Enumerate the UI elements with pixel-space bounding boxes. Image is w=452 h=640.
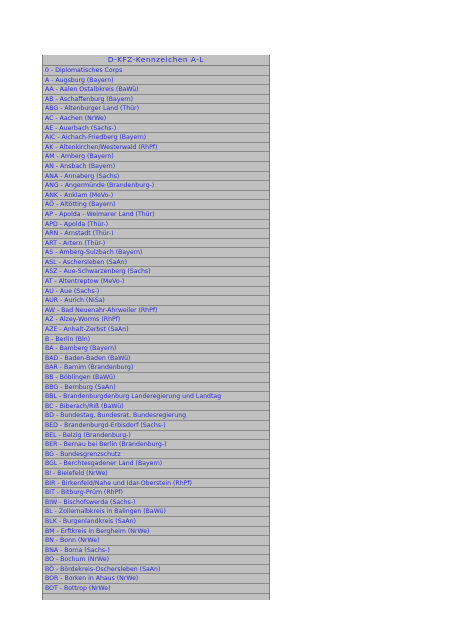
- table-row: AUR - Aurich (NiSa): [43, 296, 269, 306]
- table-row: BEL - Belzig (Brandenburg-): [43, 431, 269, 441]
- table-row: AC - Aachen (NrWe): [43, 114, 269, 124]
- table-row: AS - Amberg-Sulzbach (Bayern): [43, 248, 269, 258]
- table-row: BD - Bundestag, Bundesrat, Bundesregierung: [43, 411, 269, 421]
- table-row: BIR - Birkenfeld/Nahe und Idar-Oberstein (RhPf): [43, 479, 269, 489]
- table-row: BO - Bochum (NrWe): [43, 555, 269, 565]
- table-row: AIC - Aichach-Friedberg (Bayern): [43, 133, 269, 143]
- table-row: APD - Apolda (Thür-): [43, 220, 269, 230]
- spreadsheet-table: [42, 55, 270, 600]
- table-row: AZ - Alzey-Worms (RhPf): [43, 315, 269, 325]
- table-row: BAD - Baden-Baden (BaWü): [43, 354, 269, 364]
- table-row: BOT - Bottrop (NrWe): [43, 584, 269, 594]
- table-row: AP - Apolda - Weimarer Land (Thür): [43, 210, 269, 220]
- table-row: BN - Bonn (NrWe): [43, 536, 269, 546]
- table-row: ARN - Arnstadt (Thür-): [43, 229, 269, 239]
- table-row: AW - Bad Neuenahr-Ahrweiler (RhPf): [43, 306, 269, 316]
- table-row: BNA - Borna (Sachs-): [43, 546, 269, 556]
- table-row: ABG - Altenburger Land (Thür): [43, 104, 269, 114]
- table-row: BÖ - Bördekreis-Oschersleben (SaAn): [43, 565, 269, 575]
- table-row: BER - Bernau bei Berlin (Brandenburg-): [43, 440, 269, 450]
- table-row: AK - Altenkirchen/Westerwald (RhPf): [43, 143, 269, 153]
- table-row: BI - Bielefeld (NrWe): [43, 469, 269, 479]
- table-row: BLK - Burgenlandkreis (SaAn): [43, 517, 269, 527]
- table-row: BB - Böblingen (BaWü): [43, 373, 269, 383]
- table-row: AE - Auerbach (Sachs-): [43, 124, 269, 134]
- table-row: BM - Erftkreis in Bergheim (NrWe): [43, 527, 269, 537]
- table-row: BBG - Bernburg (SaAn): [43, 383, 269, 393]
- table-header: D-KFZ-Kennzeichen A-L: [43, 55, 269, 66]
- table-row: BGL - Berchtesgadener Land (Bayern): [43, 459, 269, 469]
- table-row: ANK - Anklam (MeVo-): [43, 191, 269, 201]
- table-row: ASL - Aschersleben (SaAn): [43, 258, 269, 268]
- table-row: ANG - Angermünde (Brandenburg-): [43, 181, 269, 191]
- table-row: AU - Aue (Sachs-): [43, 287, 269, 297]
- table-row: 0 - Diplomatisches Corps: [43, 66, 269, 76]
- table-row: BA - Bamberg (Bayern): [43, 344, 269, 354]
- table-row: BED - Brandenburgd-Erbisdorf (Sachs-): [43, 421, 269, 431]
- table-row: BIW - Bischofswerda (Sachs-): [43, 498, 269, 508]
- table-row: ANA - Annaberg (Sachs): [43, 172, 269, 182]
- table-row: ART - Artern (Thür-): [43, 239, 269, 249]
- table-row: BIT - Bitburg-Prüm (RhPf): [43, 488, 269, 498]
- table-row: AA - Aalen Ostalbkreis (BaWü): [43, 85, 269, 95]
- plate-code-list: [43, 66, 269, 594]
- table-row: AZE - Anhalt-Zerbst (SaAn): [43, 325, 269, 335]
- table-row: BBL - Brandenburgdenburg Landeregierung und Landtag: [43, 392, 269, 402]
- table-row: BAR - Barnim (Brandenburg): [43, 363, 269, 373]
- table-row: BL - Zollernalbkreis in Balingen (BaWü): [43, 507, 269, 517]
- table-row: A - Augsburg (Bayern): [43, 76, 269, 86]
- table-row: B - Berlin (Bln): [43, 335, 269, 345]
- table-row: AB - Aschaffenburg (Bayern): [43, 95, 269, 105]
- table-row: ASZ - Aue-Schwarzenberg (Sachs): [43, 267, 269, 277]
- table-row: AN - Ansbach (Bayern): [43, 162, 269, 172]
- table-row: BC - Biberach/Riß (BaWü): [43, 402, 269, 412]
- table-row: AT - Altentreptow (MeVo-): [43, 277, 269, 287]
- table-row: AM - Amberg (Bayern): [43, 152, 269, 162]
- table-row: BG - Bundesgrenzschutz: [43, 450, 269, 460]
- table-row: BOR - Borken in Ahaus (NrWe): [43, 574, 269, 584]
- table-row: AÖ - Altötting (Bayern): [43, 200, 269, 210]
